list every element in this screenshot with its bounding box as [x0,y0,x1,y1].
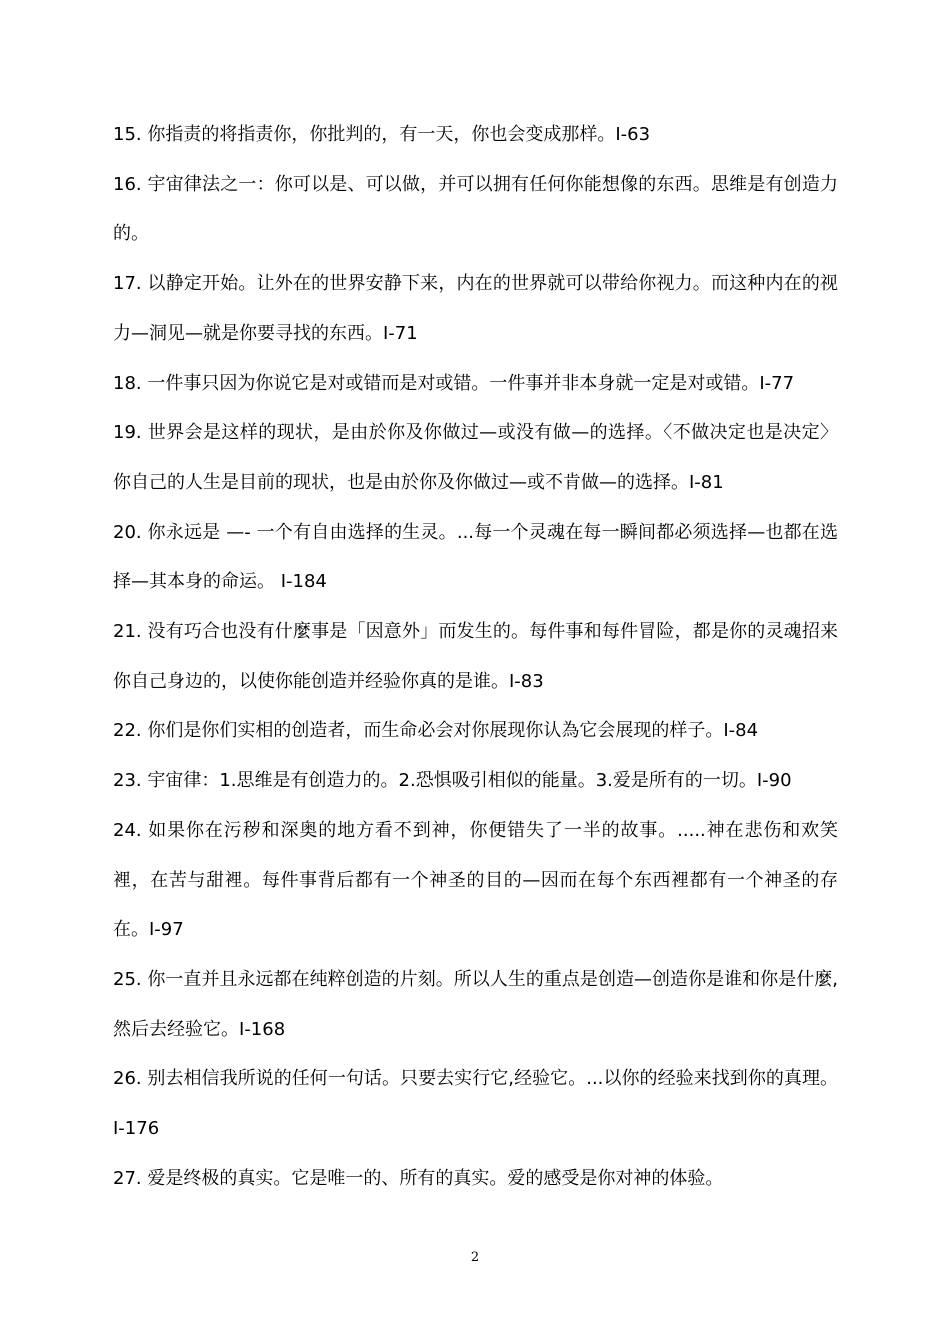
list-item: 18. 一件事只因为你说它是对或错而是对或错。一件事并非本身就一定是对或错。I-77 [113,372,795,394]
page-number: 2 [470,1250,480,1265]
list-item: 23. 宇宙律：1.思维是有创造力的。2.恐惧吸引相似的能量。3.爱是所有的一切。I-90 [113,770,792,792]
list-item: 17. 以静定开始。让外在的世界安静下来，内在的世界就可以带给你视力。而这种内在的视力—洞见—就是你要寻找的东西。I-71 [113,273,838,344]
list-item: 24. 如果你在污秽和深奥的地方看不到神，你便错失了一半的故事。.....神在悲伤和欢笑裡，在苦与甜裡。每件事背后都有一个神圣的目的—因而在每个东西裡都有一个神圣的存在。I-97 [113,819,838,941]
list-item: 20. 你永远是 —- 一个有自由选择的生灵。...每一个灵魂在每一瞬间都必须选择—也都在选择—其本身的命运。 I-184 [113,521,838,593]
list-item: 15. 你指责的将指责你，你批判的，有一天，你也会变成那样。I-63 [113,124,651,145]
list-item: 25. 你一直并且永远都在纯粹创造的片刻。所以人生的重点是创造—创造你是谁和你是什麼,然后去经验它。I-168 [113,968,838,1040]
list-item: 27. 爱是终极的真实。它是唯一的、所有的真实。爱的感受是你对神的体验。 [113,1167,724,1189]
list-item: 26. 别去相信我所说的任何一句话。只要去实行它,经验它。...以你的经验来找到你的真理。I-176 [113,1068,838,1140]
quote-list [113,110,838,1203]
list-item: 19. 世界会是这样的现状，是由於你及你做过—或没有做—的选择。〈不做决定也是决定〉你自己的人生是目前的现状，也是由於你及你做过—或不肯做—的选择。I-81 [113,422,838,493]
list-item: 22. 你们是你们实相的创造者，而生命必会对你展现你认為它会展现的样子。I-84 [113,720,759,742]
list-item: 21. 没有巧合也没有什麼事是「因意外」而发生的。每件事和每件冒险，都是你的灵魂招来你自己身边的，以使你能创造并经验你真的是谁。I-83 [113,621,838,692]
list-item: 16. 宇宙律法之一：你可以是、可以做，并可以拥有任何你能想像的东西。思维是有创造力的。 [113,173,838,245]
